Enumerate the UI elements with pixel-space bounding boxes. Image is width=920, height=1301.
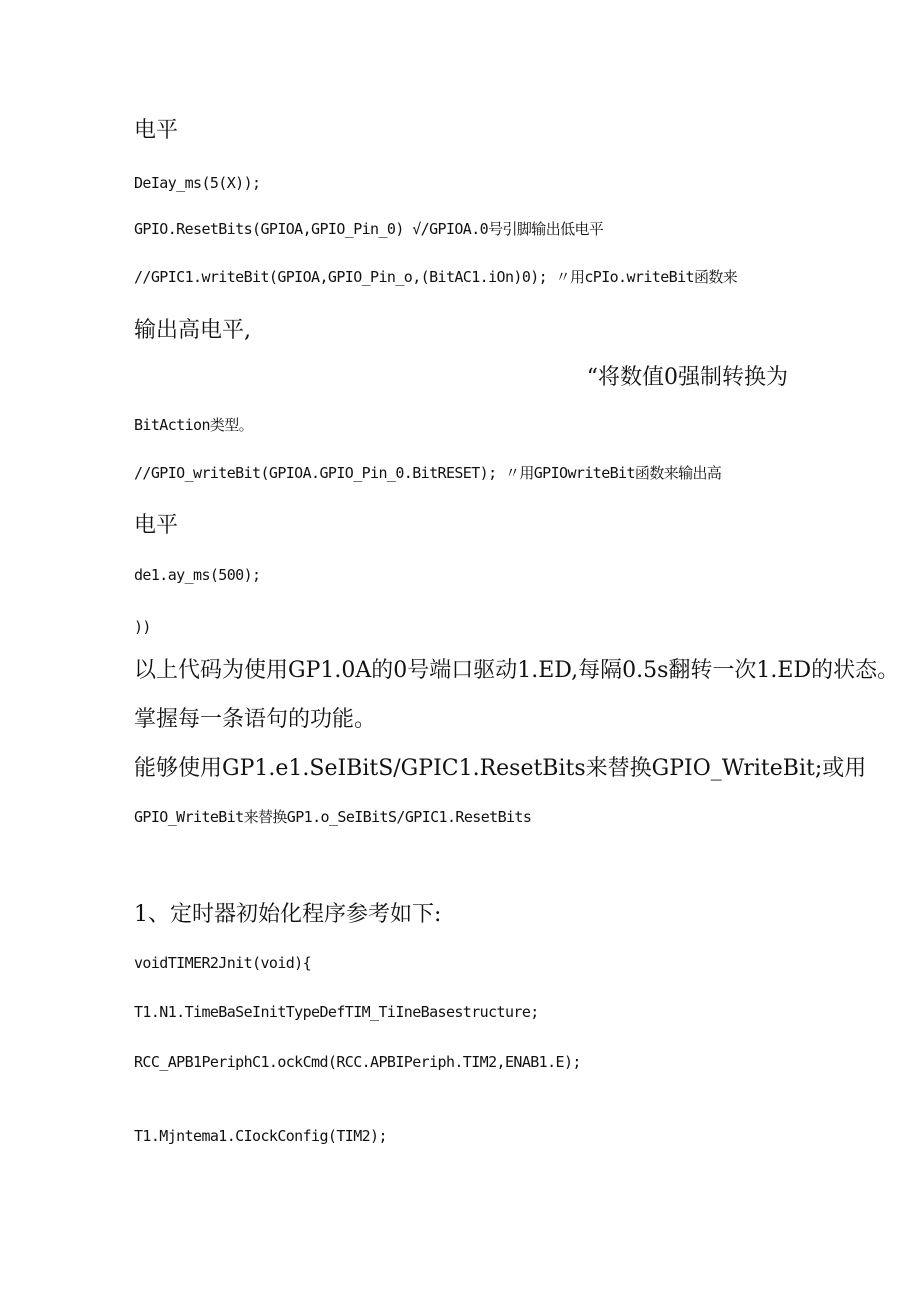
code-line-resetbits: GPIO.ResetBits(GPIOA,GPIO_Pin_0) √/GPIOA.0号引脚输出低电平 (134, 220, 604, 238)
code-line-replace-2: GPIO_WriteBit来替换GP1.o_SeIBitS/GPIC1.ResetBits (134, 808, 532, 826)
code-line-internal-clock: T1.Mjntema1.CIockConfig(TIM2); (134, 1127, 387, 1145)
code-line-closing-braces: )) (134, 618, 151, 636)
code-line-delay-500: de1.ay_ms(500); (134, 566, 261, 584)
text-line-replace-1: 能够使用GP1.e1.SeIBitS/GPIC1.ResetBits来替换GPIO_WriteBit;或用 (134, 756, 867, 781)
code-line-writebit-2: //GPIO_writeBit(GPIOA.GPIO_Pin_0.BitRESET); 〃用GPIOwriteBit函数来输出高 (134, 464, 722, 482)
text-line-1: 电平 (134, 118, 179, 143)
text-line-2: 电平 (134, 513, 179, 538)
code-line-writebit-1: //GPIC1.writeBit(GPIOA,GPIO_Pin_o,(BitAC1.iOn)0); 〃用cPIo.writeBit函数来 (134, 268, 738, 286)
code-line-delay: DeIay_ms(5(X)); (134, 174, 261, 192)
code-line-bitaction: BitAction类型。 (134, 416, 254, 434)
code-line-timer-func: voidTIMER2Jnit(void){ (134, 954, 312, 972)
text-line-cast-note: “将数值0强制转换为 (586, 365, 788, 390)
text-line-high-level: 输出高电平, (134, 318, 251, 343)
code-line-timebase-struct: T1.N1.TimeBaSeInitTypeDefTIM_TiIneBasestructure; (134, 1003, 539, 1021)
text-line-summary: 以上代码为使用GP1.0A的0号端口驱动1.ED,每隔0.5s翻转一次1.ED的状态。 (134, 658, 900, 683)
code-line-rcc-clock: RCC_APB1PeriphC1.ockCmd(RCC.APBIPeriph.TIM2,ENAB1.E); (134, 1053, 581, 1071)
section-heading-timer-init: 1、定时器初始化程序参考如下: (134, 902, 442, 927)
text-line-master: 掌握每一条语句的功能。 (134, 707, 377, 732)
